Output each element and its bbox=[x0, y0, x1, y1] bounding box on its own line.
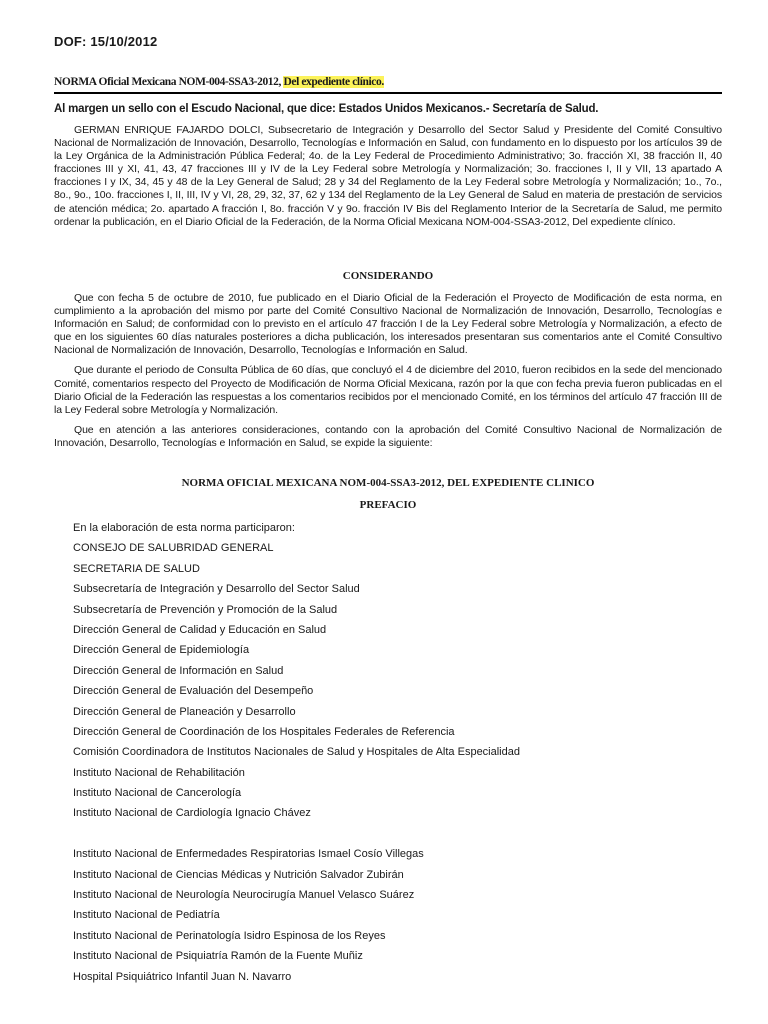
list-item: Hospital Psiquiátrico Infantil Juan N. Navarro bbox=[73, 970, 292, 983]
list-item: Dirección General de Coordinación de los Hospitales Federales de Referencia bbox=[73, 725, 455, 738]
norma-title-line bbox=[54, 76, 722, 88]
list-item: Dirección General de Epidemiología bbox=[73, 644, 250, 657]
norma-title-highlight: Del expediente clínico. bbox=[283, 76, 384, 88]
header-rule bbox=[54, 92, 722, 94]
list-item: CONSEJO DE SALUBRIDAD GENERAL bbox=[73, 542, 274, 555]
intro-block bbox=[54, 124, 722, 229]
considerando-block bbox=[54, 292, 722, 450]
list-item: Comisión Coordinadora de Institutos Nacionales de Salud y Hospitales de Alta Especialidad bbox=[73, 746, 520, 759]
list-item: Instituto Nacional de Ciencias Médicas y Nutrición Salvador Zubirán bbox=[73, 868, 404, 881]
participants-list bbox=[73, 521, 723, 990]
considerando-paragraph: Que en atención a las anteriores consideraciones, contando con la aprobación del Comité Consultivo Nacional de Normalización de Innovación, Desarrollo, Tecnologías e Información en Salud, se expide la siguiente: bbox=[54, 423, 722, 449]
considerando-paragraph: Que con fecha 5 de octubre de 2010, fue publicado en el Diario Oficial de la Federación el Proyecto de Modificación de esta norma, en cumplimiento a la aprobación del mismo por parte del Comité Consultivo Nacional de Normalización de Innovación, Desarrollo, Tecnologías e Información en Salud; de conformidad con lo previsto en el artículo 47 fracción I de la Ley Federal sobre Metrología y Normalización, a efecto de que en los siguientes 60 días naturales posteriores a dicha publicación, los interesados presentaran sus comentarios ante el Comité Consultivo Nacional de Normalización de Innovación, Desarrollo, Tecnologías e Información en Salud. bbox=[54, 292, 722, 357]
considerando-paragraph: Que durante el periodo de Consulta Pública de 60 días, que concluyó el 4 de diciembre del 2010, fueron recibidos en la sede del mencionado Comité, comentarios respecto del Proyecto de Modificación de Norma Oficial Mexicana, razón por la que con fecha previa fueron publicadas en el Diario Oficial de la Federación las respuestas a los comentarios recibidos por el mencionado Comité, en los términos del artículo 47 fracción III de la Ley Federal sobre Metrología y Normalización. bbox=[54, 364, 722, 416]
list-item: Instituto Nacional de Psiquiatría Ramón de la Fuente Muñiz bbox=[73, 950, 363, 963]
list-item: Instituto Nacional de Rehabilitación bbox=[73, 766, 245, 779]
prefacio-heading: PREFACIO bbox=[359, 499, 417, 511]
list-item: Instituto Nacional de Pediatría bbox=[73, 909, 220, 922]
list-item: Subsecretaría de Prevención y Promoción de la Salud bbox=[73, 603, 338, 616]
list-item: Instituto Nacional de Neurología Neurocirugía Manuel Velasco Suárez bbox=[73, 889, 415, 902]
list-item: Dirección General de Calidad y Educación en Salud bbox=[73, 623, 327, 636]
list-item: Dirección General de Evaluación del Desempeño bbox=[73, 685, 314, 698]
norma-heading: NORMA OFICIAL MEXICANA NOM-004-SSA3-2012, DEL EXPEDIENTE CLINICO bbox=[181, 477, 595, 489]
list-item: Subsecretaría de Integración y Desarrollo del Sector Salud bbox=[73, 583, 360, 596]
norma-title-prefix: NORMA Oficial Mexicana NOM-004-SSA3-2012, bbox=[54, 76, 284, 88]
list-item: Dirección General de Planeación y Desarrollo bbox=[73, 705, 296, 718]
dof-date: DOF: 15/10/2012 bbox=[54, 34, 158, 49]
list-item: Instituto Nacional de Cancerología bbox=[73, 787, 242, 800]
list-item: Dirección General de Información en Salud bbox=[73, 664, 284, 677]
list-spacer bbox=[73, 827, 723, 847]
intro-paragraph: GERMAN ENRIQUE FAJARDO DOLCI, Subsecretario de Integración y Desarrollo del Sector Salud y Presidente del Comité Consultivo Nacional de Normalización de Innovación, Desarrollo, Tecnologías e Información en Salud, con fundamento en lo dispuesto por los artículos 39 de la Ley Orgánica de la Administración Pública Federal; 4o. de la Ley Federal de Procedimiento Administrativo; 3o. fracción XI, 38 fracción II, 40 fracciones III y XI, 41, 43, 47 fracciones III y IV de la Ley Federal sobre Metrología y Normalización; 3o. fracciones I, II y VII, 13 apartado A fracciones I y IX, 34, 45 y 48 de la Ley General de Salud; 28 y 34 del Reglamento de la Ley Federal sobre Metrología y Normalización; 1o., 7o., 8o., 9o., 10o. fracciones I, II, III, IV y VI, 28, 29, 32, 37, 62 y 134 del Reglamento de la Ley General de Salud en materia de prestación de servicios de atención médica; 2o. apartado A fracción I, 8o. fracción V y 9o. fracción IV Bis del Reglamento Interior de la Secretaría de Salud, me permito ordenar la publicación, en el Diario Oficial de la Federación, de la Norma Oficial Mexicana NOM-004-SSA3-2012, Del expediente clínico. bbox=[54, 124, 722, 228]
list-item: Instituto Nacional de Enfermedades Respiratorias Ismael Cosío Villegas bbox=[73, 848, 424, 861]
participants-intro: En la elaboración de esta norma participaron: bbox=[73, 522, 295, 534]
list-item: Instituto Nacional de Perinatología Isidro Espinosa de los Reyes bbox=[73, 929, 386, 942]
considerando-heading: CONSIDERANDO bbox=[342, 270, 434, 282]
list-item: SECRETARIA DE SALUD bbox=[73, 562, 200, 575]
list-item: Instituto Nacional de Cardiología Ignacio Chávez bbox=[73, 807, 311, 820]
margen-note: Al margen un sello con el Escudo Nacional, que dice: Estados Unidos Mexicanos.- Secretaría de Salud. bbox=[54, 103, 599, 115]
